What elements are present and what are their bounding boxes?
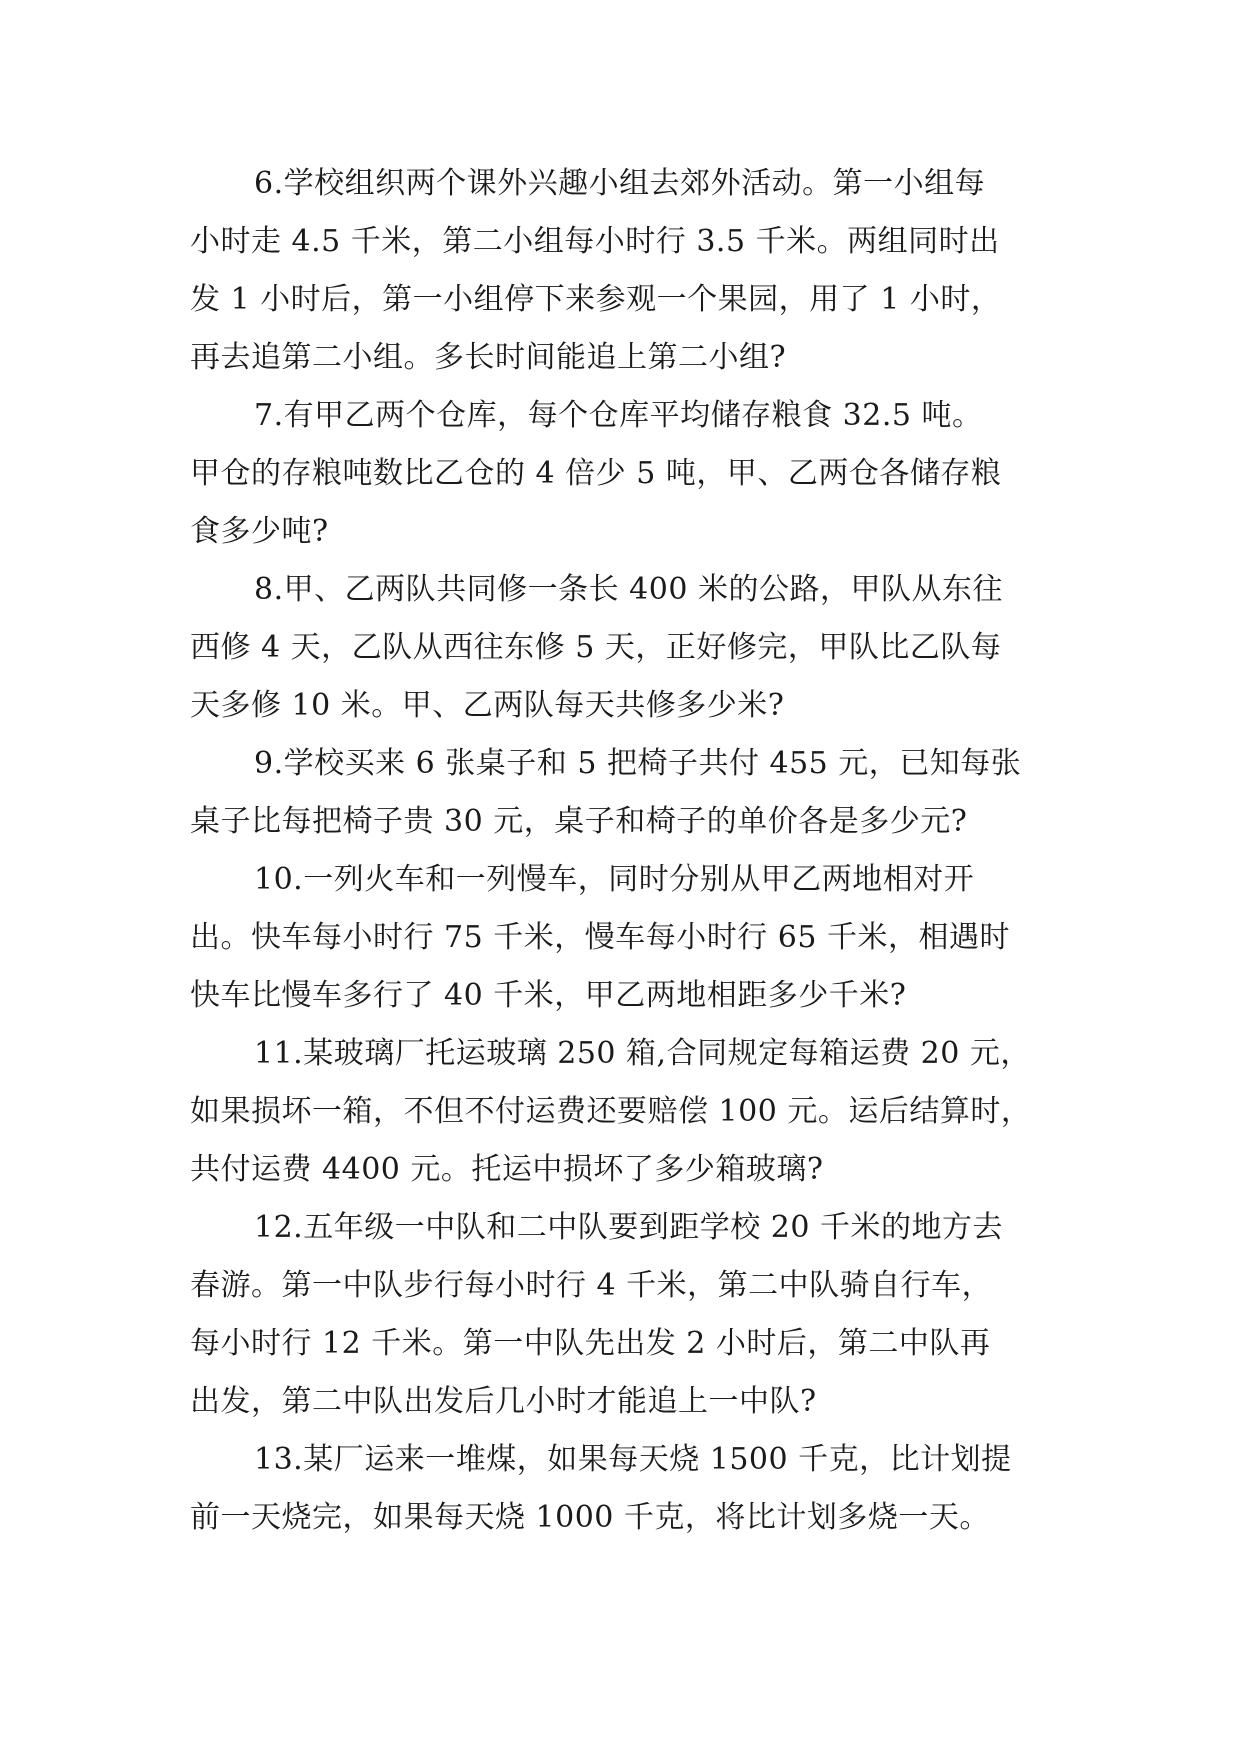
- problem-10-line-3: 快车比慢车多行了 40 千米，甲乙两地相距多少千米?: [190, 978, 907, 1013]
- problem-6-line-1: 6.学校组织两个课外兴趣小组去郊外活动。第一小组每: [254, 166, 986, 201]
- problem-7-line-3: 食多少吨?: [190, 514, 329, 549]
- problem-10-line-1: 10.一列火车和一列慢车，同时分别从甲乙两地相对开: [254, 862, 975, 897]
- problem-6-line-2: 小时走 4.5 千米，第二小组每小时行 3.5 千米。两组同时出: [190, 224, 1000, 259]
- problem-11-line-3: 共付运费 4400 元。托运中损坏了多少箱玻璃?: [190, 1152, 824, 1187]
- problem-12-line-2: 春游。第一中队步行每小时行 4 千米，第二中队骑自行车，: [190, 1268, 993, 1303]
- problem-11-line-1: 11.某玻璃厂托运玻璃 250 箱,合同规定每箱运费 20 元，: [254, 1036, 1031, 1071]
- problem-10-line-2: 出。快车每小时行 75 千米，慢车每小时行 65 千米，相遇时: [190, 920, 1010, 955]
- problem-8-line-2: 西修 4 天，乙队从西往东修 5 天，正好修完，甲队比乙队每: [190, 630, 1002, 665]
- problem-9-line-2: 桌子比每把椅子贵 30 元，桌子和椅子的单价各是多少元?: [190, 804, 968, 839]
- problem-12-line-4: 出发，第二中队出发后几小时才能追上一中队?: [190, 1384, 817, 1419]
- problem-7-line-1: 7.有甲乙两个仓库，每个仓库平均储存粮食 32.5 吨。: [254, 398, 983, 433]
- problem-12-line-3: 每小时行 12 千米。第一中队先出发 2 小时后，第二中队再: [190, 1326, 991, 1361]
- problem-13-line-2: 前一天烧完，如果每天烧 1000 千克，将比计划多烧一天。: [190, 1500, 990, 1535]
- problem-11-line-2: 如果损坏一箱，不但不付运费还要赔偿 100 元。运后结算时，: [190, 1094, 1032, 1129]
- problem-8-line-3: 天多修 10 米。甲、乙两队每天共修多少米?: [190, 688, 785, 723]
- problem-9-line-1: 9.学校买来 6 张桌子和 5 把椅子共付 455 元，已知每张: [254, 746, 1022, 781]
- problem-6-line-3: 发 1 小时后，第一小组停下来参观一个果园，用了 1 小时，: [190, 282, 1002, 317]
- problem-7-line-2: 甲仓的存粮吨数比乙仓的 4 倍少 5 吨，甲、乙两仓各储存粮: [190, 456, 1002, 491]
- problem-8-line-1: 8.甲、乙两队共同修一条长 400 米的公路，甲队从东往: [254, 572, 1003, 607]
- problem-6-line-4: 再去追第二小组。多长时间能追上第二小组?: [190, 340, 787, 375]
- problem-13-line-1: 13.某厂运来一堆煤，如果每天烧 1500 千克，比计划提: [254, 1442, 1012, 1477]
- problem-12-line-1: 12.五年级一中队和二中队要到距学校 20 千米的地方去: [254, 1210, 1003, 1245]
